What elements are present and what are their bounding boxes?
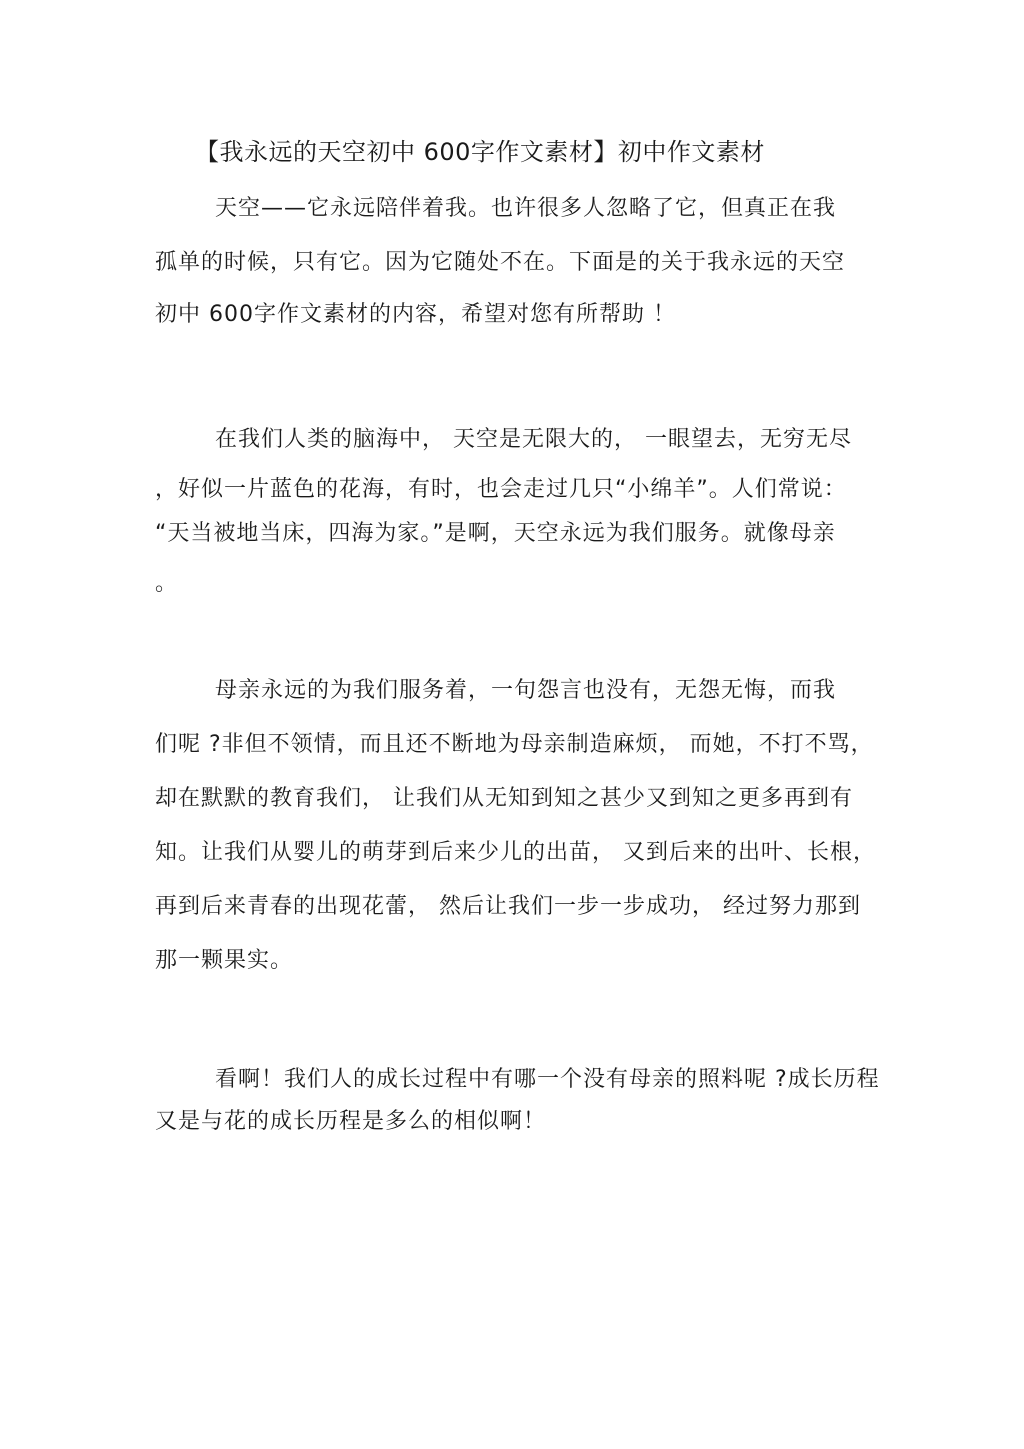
paragraph-3-line-2: 们呢 ?非但不领情，而且还不断地为母亲制造麻烦， 而她，不打不骂， bbox=[155, 732, 874, 757]
paragraph-2-line-2: ，好似一片蓝色的花海，有时，也会走过几只“小绵羊”。人们常说： bbox=[155, 477, 847, 502]
paragraph-2-line-3: “天当被地当床，四海为家。”是啊，天空永远为我们服务。就像母亲 bbox=[155, 521, 836, 546]
document-title: 【我永远的天空初中 600字作文素材】初中作文素材 bbox=[195, 138, 765, 166]
paragraph-3-line-6: 那一颗果实。 bbox=[155, 948, 294, 973]
paragraph-2-line-1: 在我们人类的脑海中， 天空是无限大的， 一眼望去，无穷无尽 bbox=[215, 427, 852, 452]
paragraph-3-line-5: 再到后来青春的出现花蕾， 然后让我们一步一步成功， 经过努力那到 bbox=[155, 894, 861, 919]
paragraph-3-line-1: 母亲永远的为我们服务着，一句怨言也没有，无怨无悔，而我 bbox=[215, 678, 837, 703]
paragraph-4-line-2: 又是与花的成长历程是多么的相似啊！ bbox=[155, 1109, 547, 1134]
paragraph-2-line-4: 。 bbox=[155, 571, 179, 596]
paragraph-1-line-2: 孤单的时候，只有它。因为它随处不在。下面是的关于我永远的天空 bbox=[155, 250, 846, 275]
paragraph-4-line-1: 看啊！我们人的成长过程中有哪一个没有母亲的照料呢 ?成长历程 bbox=[215, 1067, 880, 1092]
paragraph-1-line-1: 天空——它永远陪伴着我。也许很多人忽略了它，但真正在我 bbox=[215, 196, 837, 221]
paragraph-3-line-3: 却在默默的教育我们， 让我们从无知到知之甚少又到知之更多再到有 bbox=[155, 786, 853, 811]
paragraph-3-line-4: 知。让我们从婴儿的萌芽到后来少儿的出苗， 又到后来的出叶、长根， bbox=[155, 840, 876, 865]
paragraph-1-line-3: 初中 600字作文素材的内容，希望对您有所帮助 ！ bbox=[155, 302, 676, 327]
